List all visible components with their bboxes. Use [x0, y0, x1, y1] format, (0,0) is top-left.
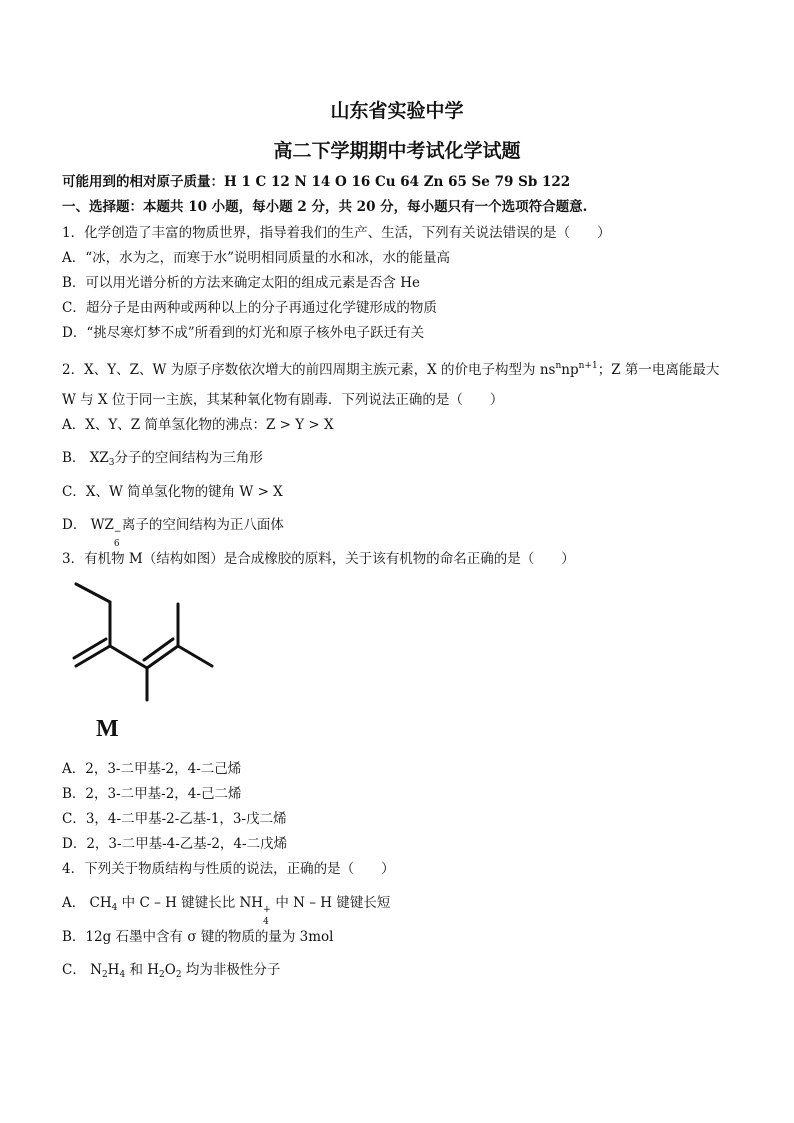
- molecule-m-structure: [72, 582, 222, 702]
- q4-c-sub2: 4: [119, 970, 126, 980]
- q3-option-c: C．3，4-二甲基-2-乙基-1，3-戊二烯: [62, 811, 287, 827]
- q4-option-b: B．12g 石墨中含有 σ 键的物质的量为 3mol: [62, 929, 334, 945]
- q2-sup-n: n: [555, 361, 562, 371]
- school-title: 山东省实验中学: [330, 100, 464, 122]
- q2-d-text: 离子的空间结构为正八面体: [121, 517, 284, 533]
- q2-b-sub: 3: [108, 458, 115, 468]
- q4-c-mid: 和 H: [125, 962, 160, 978]
- q2-option-b: [62, 448, 263, 473]
- q2-b-formula: B． XZ: [62, 450, 109, 466]
- q1-option-a: A．“冰，水为之，而寒于水”说明相同质量的水和冰，水的能量高: [62, 250, 451, 266]
- q4-a-text: 中 N – H 键键长短: [271, 895, 391, 911]
- q1-stem: 1．化学创造了丰富的物质世界，指导着我们的生产、生活，下列有关说法错误的是（ ）: [62, 225, 611, 241]
- q2-b-text: 分子的空间结构为三角形: [114, 450, 263, 466]
- q4-c-n: C． N: [62, 962, 102, 978]
- q3-option-b: B．2，3-二甲基-2，4-己二烯: [62, 786, 242, 802]
- q3-option-d: D．2，3-二甲基-4-乙基-2，4-二戊烯: [62, 836, 288, 852]
- q2-option-d: [62, 515, 284, 549]
- q1-option-c: C．超分子是由两种或两种以上的分子再通过化学键形成的物质: [62, 300, 437, 316]
- exam-title: 高二下学期期中考试化学试题: [273, 140, 521, 162]
- q2-stem-line2: W 与 X 位于同一主族，其某种氧化物有剧毒．下列说法正确的是（ ）: [62, 392, 504, 408]
- bond-double-1: [147, 646, 178, 668]
- q4-a-sup: +: [263, 905, 271, 915]
- q3-stem: 3．有机物 M（结构如图）是合成橡胶的原料，关于该有机物的命名正确的是（ ）: [62, 551, 575, 567]
- q2-option-a: A．X、Y、Z 简单氢化物的沸点：Z > Y > X: [62, 417, 334, 433]
- q4-c-h: H: [107, 962, 120, 978]
- q2-d-sub: 6: [113, 539, 120, 549]
- q2-d-formula: D． WZ: [62, 517, 114, 533]
- q4-a-ch: A． CH: [62, 895, 112, 911]
- q4-c-sub4: 2: [175, 970, 182, 980]
- q4-c-text: 均为非极性分子: [181, 962, 281, 978]
- section-heading: 一、选择题：本题共 10 小题，每小题 2 分，共 20 分，每小题只有一个选项符合题意.: [62, 199, 588, 215]
- bond-c-c: [110, 646, 147, 668]
- q4-c-sub3: 2: [159, 970, 165, 980]
- bond-methyl-right: [178, 646, 212, 666]
- bond-double-2: [144, 639, 173, 660]
- q4-stem: 4．下列关于物质结构与性质的说法，正确的是（ ）: [62, 861, 395, 877]
- q2-stem-text1: 2．X、Y、Z、W 为原子序数依次增大的前四周期主族元素，X 的价电子构型为 ns: [62, 362, 556, 378]
- atomic-masses: 可能用到的相对原子质量：H 1 C 12 N 14 O 16 Cu 64 Zn 65 Se 79 Sb 122: [62, 174, 571, 190]
- bond-ethyl-ch3: [76, 584, 110, 602]
- q4-a-sub2: 4: [263, 917, 269, 927]
- q2-option-c: C．X、W 简单氢化物的键角 W > X: [62, 484, 283, 500]
- q2-stem-line1: [62, 356, 719, 380]
- q2-sup-n1: n+1: [578, 361, 598, 371]
- q1-option-d: D．“挑尽寒灯梦不成”所看到的灯光和原子核外电子跃迁有关: [62, 325, 425, 341]
- q2-np: np: [561, 362, 579, 378]
- q2-d-sup: −: [113, 527, 122, 537]
- bond-methylene-1: [76, 646, 110, 666]
- q4-option-a: [62, 893, 391, 927]
- q3-option-a: A．2，3-二甲基-2，4-二己烯: [62, 761, 242, 777]
- molecule-label: M: [96, 716, 119, 742]
- q2-stem-text2: ；Z 第一电离能最大: [597, 362, 720, 378]
- q4-a-sub1: 4: [111, 903, 118, 913]
- bond-methylene-2: [74, 639, 106, 658]
- q4-c-o: O: [164, 962, 176, 978]
- q4-c-sub1: 2: [101, 970, 108, 980]
- q4-a-mid: 中 C – H 键键长比 NH: [117, 895, 264, 911]
- q4-option-c: [62, 960, 280, 985]
- q1-option-b: B．可以用光谱分析的方法来确定太阳的组成元素是否含 He: [62, 275, 420, 291]
